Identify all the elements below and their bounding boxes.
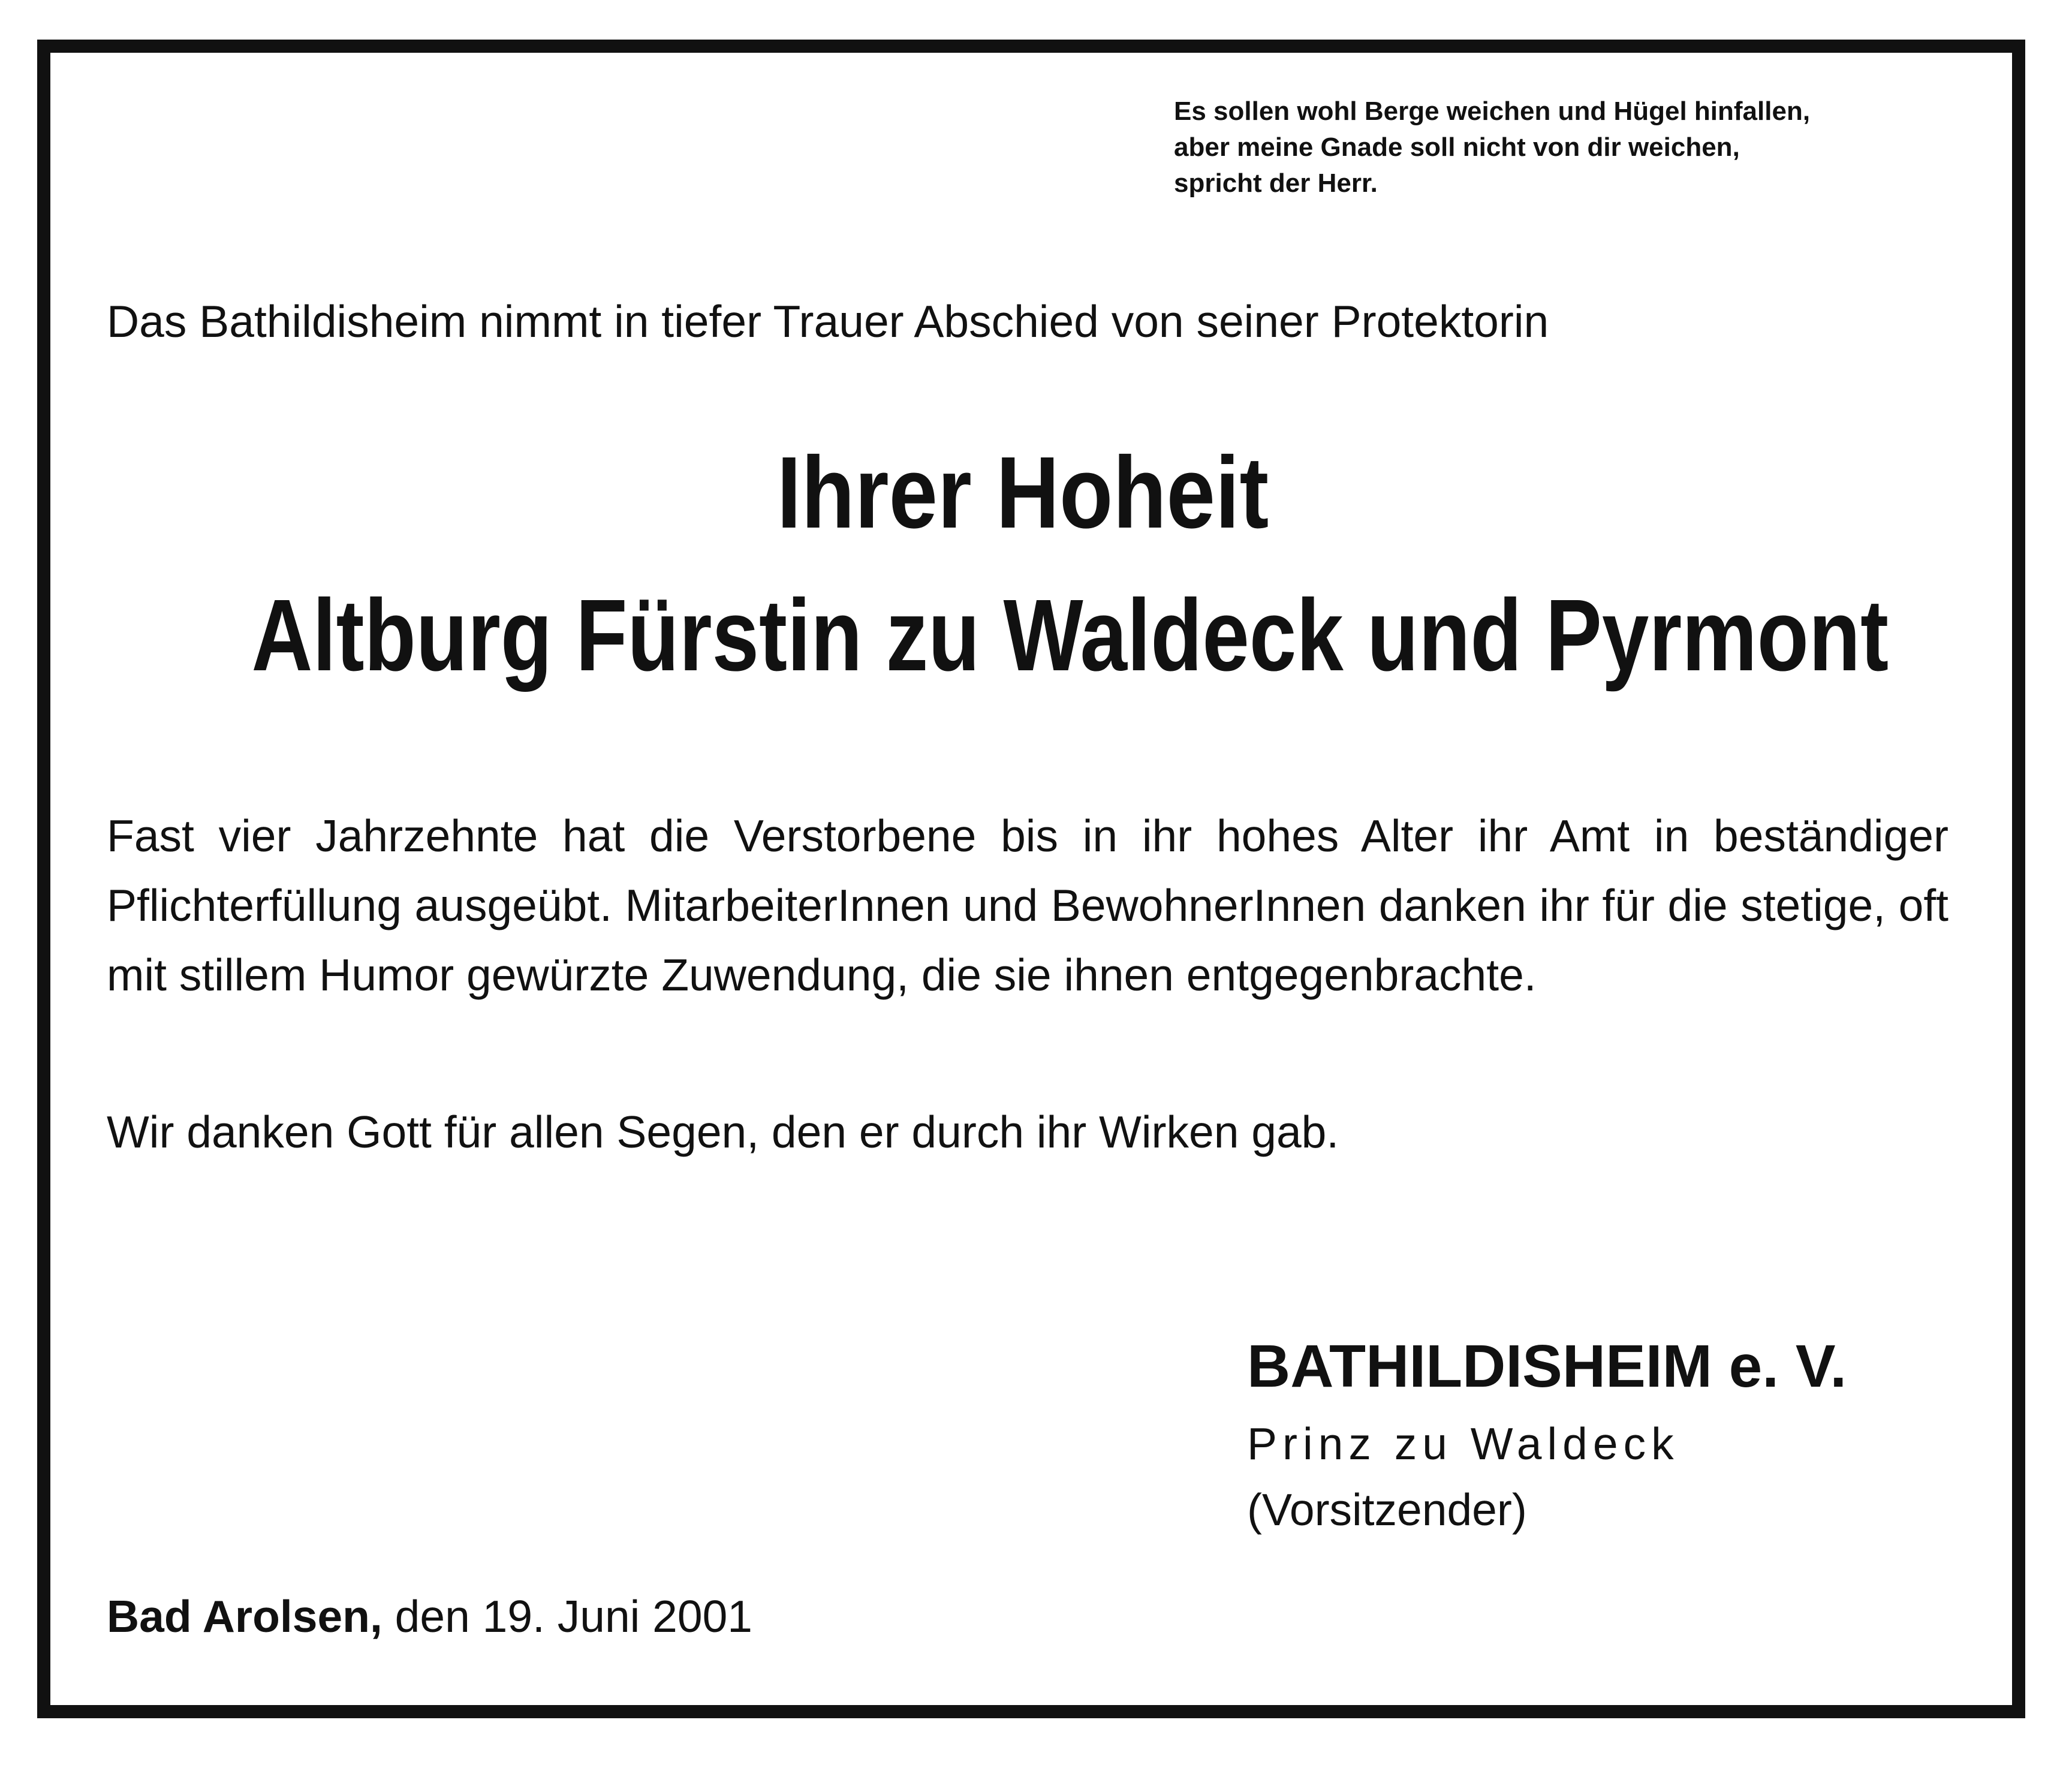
place-date-line <box>107 1586 1306 1646</box>
organization-name: BATHILDISHEIM e. V. <box>1247 1333 1847 1400</box>
body-paragraph: Fast vier Jahrzehnte hat die Verstorbene bis in ihr hohes Alter ihr Amt in beständiger Pflichterfüllung ausgeübt. MitarbeiterInnen und BewohnerInnen danken ihr für die stetige, oft mit stillem Humor gewürzte Zuwendung, die sie ihnen entgegenbrachte. <box>107 811 1948 1000</box>
place-name: Bad Arolsen, <box>107 1591 383 1641</box>
date-text: den 19. Juni 2001 <box>382 1591 753 1641</box>
closing-sentence: Wir danken Gott für allen Segen, den er durch ihr Wirken gab. <box>107 1107 1339 1157</box>
signer-name: Prinz zu Waldeck <box>1247 1418 1679 1469</box>
deceased-name: Altburg Fürstin zu Waldeck und Pyrmont <box>251 579 1889 692</box>
scripture-quote: Es sollen wohl Berge weichen und Hügel hinfallen, aber meine Gnade soll nicht von dir weichen, spricht der Herr. <box>1174 97 1811 198</box>
signer-role: (Vorsitzender) <box>1247 1484 1527 1535</box>
intro-text: Das Bathildisheim nimmt in tiefer Trauer Abschied von seiner Protektorin <box>107 296 1549 347</box>
deceased-title: Ihrer Hoheit <box>776 436 1269 550</box>
signature-block <box>1247 1327 1966 1540</box>
